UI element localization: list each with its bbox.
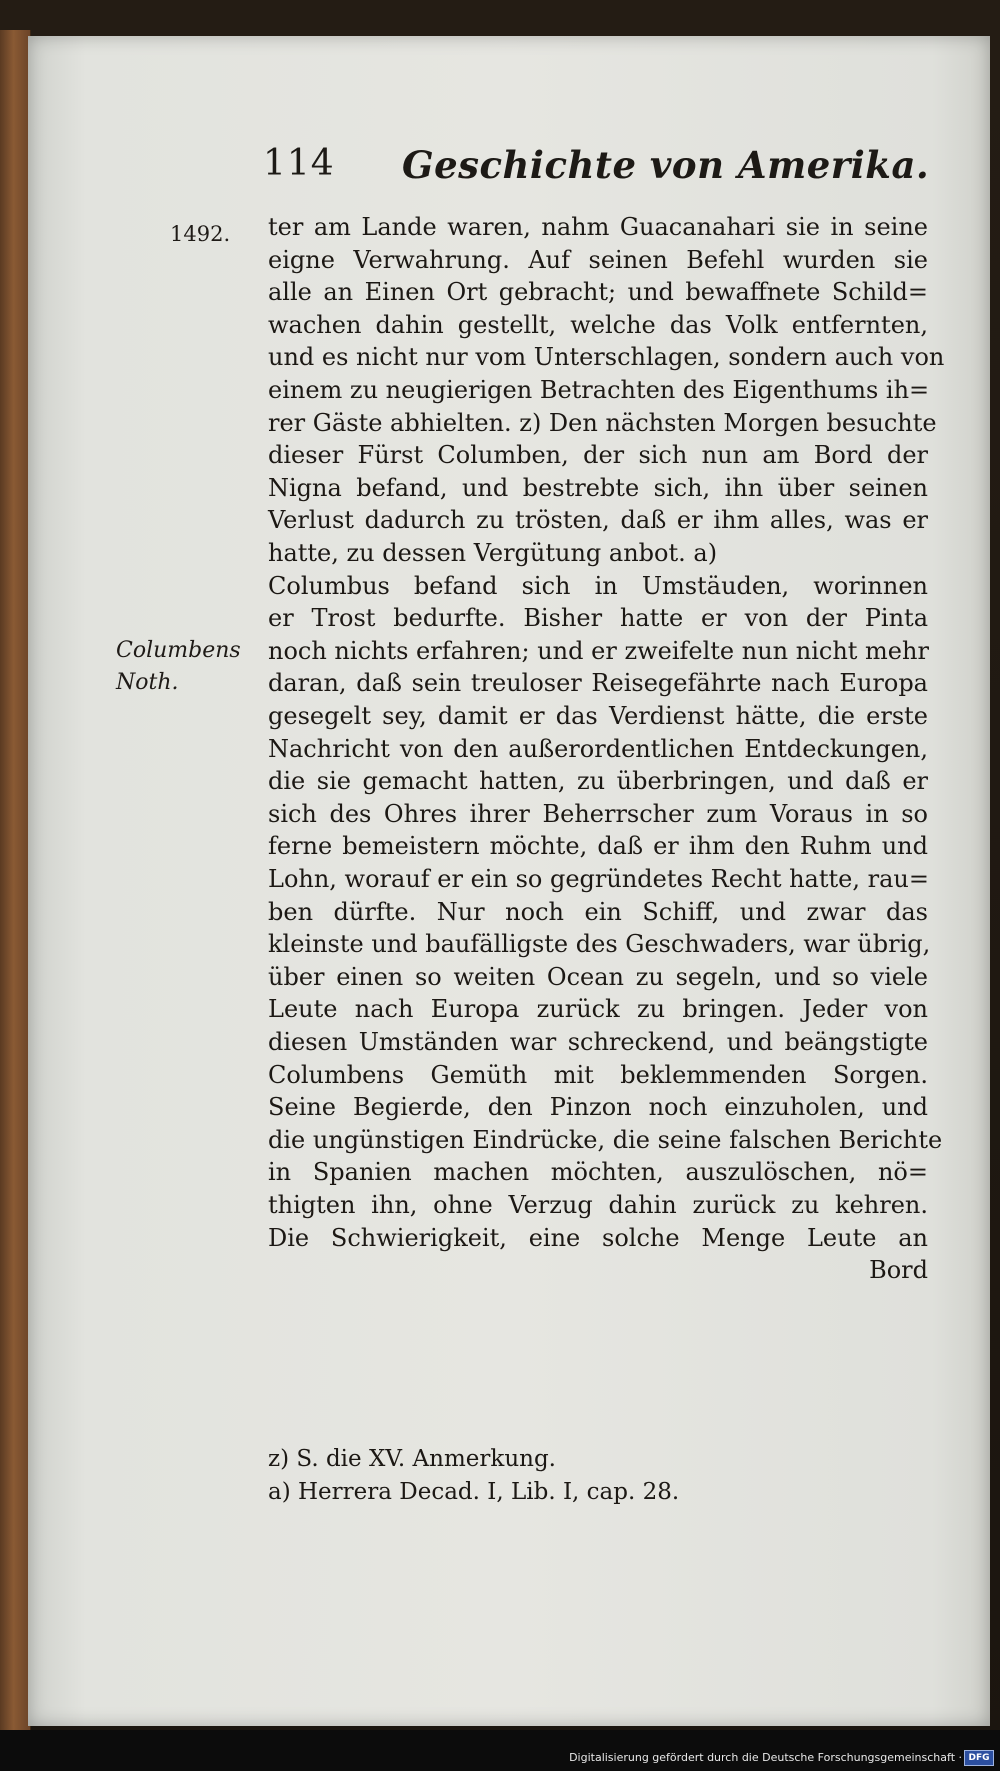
- text-line: ben dürfte. Nur noch ein Schiff, und zwar das: [268, 898, 928, 926]
- text-line: Columbus befand sich in Umstäuden, worinnen: [268, 572, 928, 600]
- text-line: ter am Lande waren, nahm Guacanahari sie in seine: [268, 213, 928, 241]
- page-number: 114: [263, 143, 335, 184]
- text-line: er Trost bedurfte. Bisher hatte er von der Pinta: [268, 604, 928, 632]
- text-line: Lohn, worauf er ein so gegründetes Recht hatte, rau=: [268, 865, 929, 893]
- text-line: über einen so weiten Ocean zu segeln, und so viele: [268, 963, 928, 991]
- text-line: Verlust dadurch zu trösten, daß er ihm alles, was er: [268, 506, 928, 534]
- text-line: wachen dahin gestellt, welche das Volk entfernten,: [268, 311, 928, 339]
- text-line: hatte, zu dessen Vergütung anbot. a): [268, 539, 718, 567]
- text-line: gesegelt sey, damit er das Verdienst hätte, die erste: [268, 702, 928, 730]
- text-line: Nachricht von den außerordentlichen Entdeckungen,: [268, 735, 928, 763]
- margin-note-line1: Columbens: [116, 638, 241, 663]
- footnote-z: z) S. die XV. Anmerkung.: [268, 1446, 556, 1472]
- dfg-logo-icon: DFG: [964, 1750, 994, 1766]
- running-head-title: Geschichte von Amerika.: [402, 143, 930, 187]
- text-line: diesen Umständen war schreckend, und beängstigte: [268, 1028, 928, 1056]
- text-line: Nigna befand, und bestrebte sich, ihn über seinen: [268, 474, 928, 502]
- text-line: Die Schwierigkeit, eine solche Menge Leute an: [268, 1224, 928, 1252]
- text-line: und es nicht nur vom Unterschlagen, sondern auch von: [268, 343, 945, 371]
- margin-year: 1492.: [170, 222, 231, 246]
- book-spine: [0, 30, 31, 1730]
- text-line: Bord: [869, 1256, 928, 1284]
- text-line: die sie gemacht hatten, zu überbringen, und daß er: [268, 767, 928, 795]
- text-line: alle an Einen Ort gebracht; und bewaffnete Schild=: [268, 278, 928, 306]
- text-line: noch nichts erfahren; und er zweifelte nun nicht mehr: [268, 637, 929, 665]
- text-line: Columbens Gemüth mit beklemmenden Sorgen.: [268, 1061, 928, 1089]
- text-line: kleinste und baufälligste des Geschwaders, war übrig,: [268, 930, 931, 958]
- footer-credit: Digitalisierung gefördert durch die Deutsche Forschungsgemeinschaft ·: [569, 1751, 962, 1764]
- text-line: thigten ihn, ohne Verzug dahin zurück zu kehren.: [268, 1191, 928, 1219]
- text-line: Leute nach Europa zurück zu bringen. Jeder von: [268, 995, 928, 1023]
- text-line: rer Gäste abhielten. z) Den nächsten Morgen besuchte: [268, 409, 937, 437]
- margin-note-line2: Noth.: [116, 670, 179, 695]
- text-line: einem zu neugierigen Betrachten des Eigenthums ih=: [268, 376, 930, 404]
- text-line: in Spanien machen möchten, auszulöschen, nö=: [268, 1158, 928, 1186]
- footnote-a: a) Herrera Decad. I, Lib. I, cap. 28.: [268, 1479, 680, 1505]
- text-line: sich des Ohres ihrer Beherrscher zum Voraus in so: [268, 800, 928, 828]
- text-line: dieser Fürst Columben, der sich nun am Bord der: [268, 441, 928, 469]
- text-line: eigne Verwahrung. Auf seinen Befehl wurden sie: [268, 246, 928, 274]
- text-line: Seine Begierde, den Pinzon noch einzuholen, und: [268, 1093, 928, 1121]
- text-line: ferne bemeistern möchte, daß er ihm den Ruhm und: [268, 832, 928, 860]
- text-line: daran, daß sein treuloser Reisegefährte nach Europa: [268, 669, 928, 697]
- text-line: die ungünstigen Eindrücke, die seine falschen Berichte: [268, 1126, 943, 1154]
